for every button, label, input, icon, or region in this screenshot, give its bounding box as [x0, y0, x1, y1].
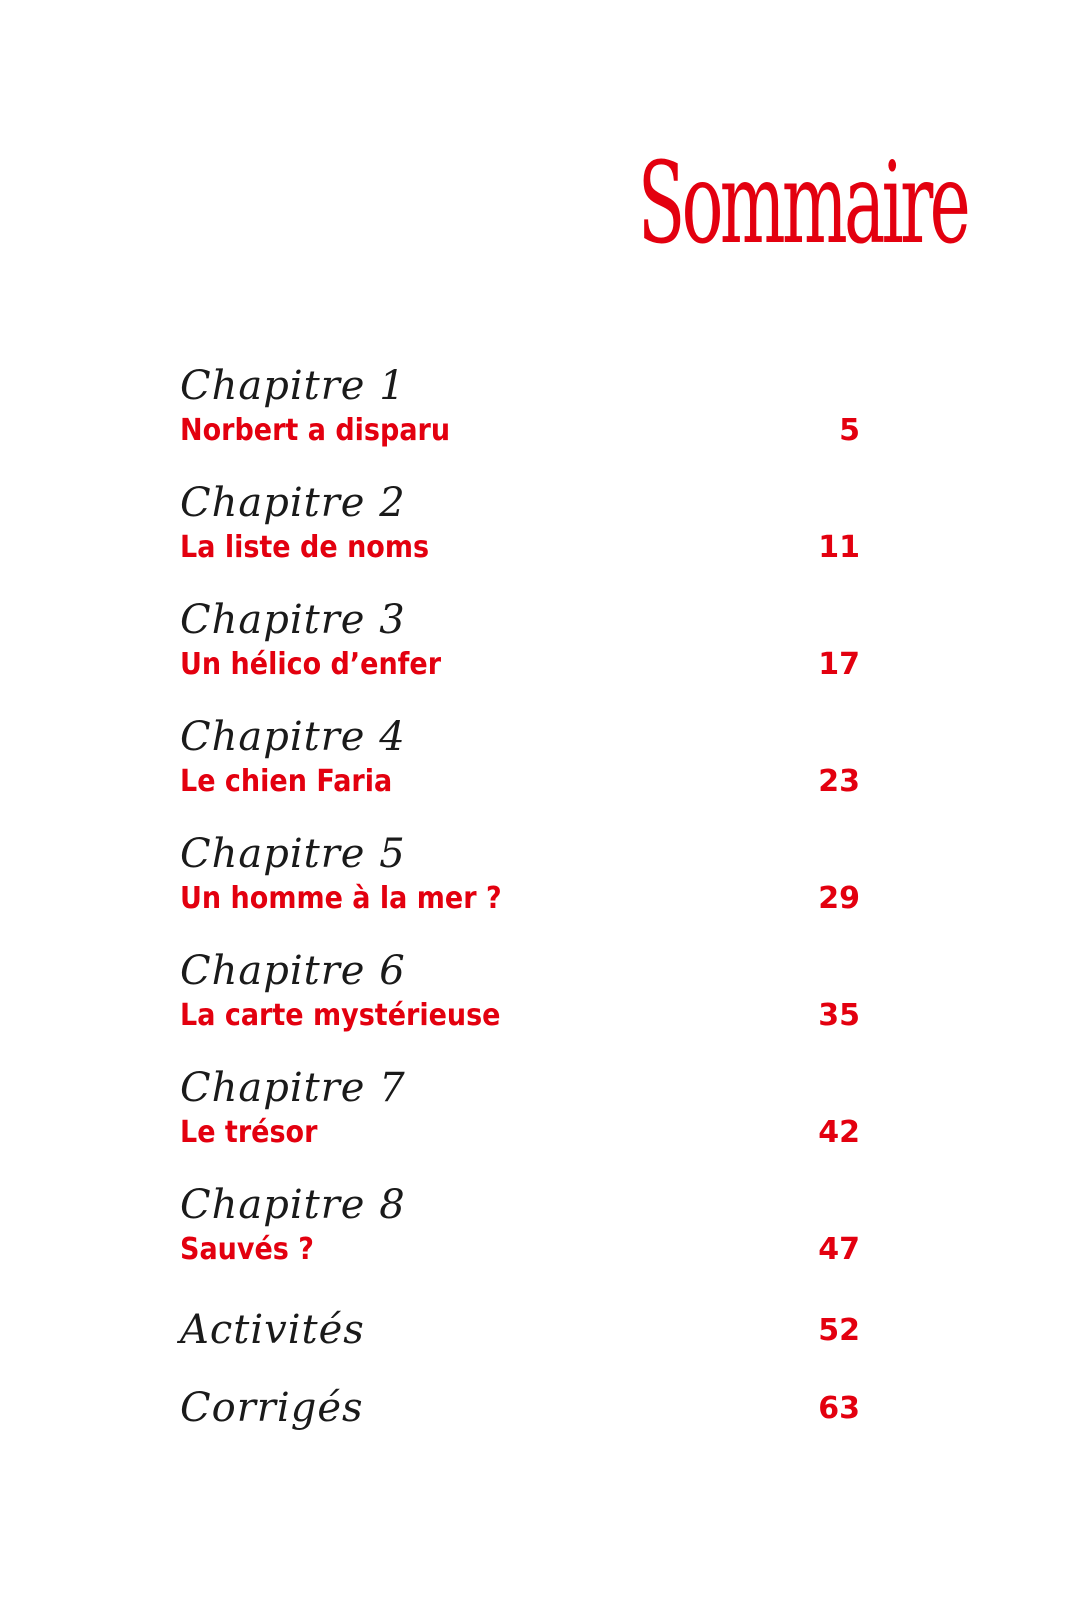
chapter-label: Chapitre 8: [180, 1182, 406, 1228]
page-number: 5: [839, 413, 860, 448]
chapter-label: Chapitre 1: [180, 363, 406, 409]
chapter-label: Chapitre 5: [180, 831, 406, 877]
chapter-title: Le trésor: [180, 1115, 318, 1150]
chapter-title: Un hélico d’enfer: [180, 647, 442, 682]
chapter-title: Norbert a disparu: [180, 413, 451, 448]
toc-list: [180, 0, 860, 1605]
chapter-label: Chapitre 7: [180, 1065, 406, 1111]
page-number: 23: [818, 764, 860, 799]
page-number: 11: [818, 530, 860, 565]
page-number: 52: [818, 1313, 860, 1348]
chapter-title: La carte mystérieuse: [180, 998, 501, 1033]
chapter-label: Chapitre 6: [180, 948, 406, 994]
chapter-label: Chapitre 2: [180, 480, 406, 526]
page-number: 17: [818, 647, 860, 682]
page-number: 63: [818, 1391, 860, 1426]
page-number: 47: [818, 1232, 860, 1267]
chapter-label: Chapitre 3: [180, 597, 406, 643]
chapter-title: Le chien Faria: [180, 764, 393, 799]
chapter-title: Un homme à la mer ?: [180, 881, 502, 916]
chapter-label: Chapitre 4: [180, 714, 406, 760]
section-label: Corrigés: [180, 1385, 364, 1431]
page-number: 42: [818, 1115, 860, 1150]
page-title: Sommaire: [637, 139, 967, 269]
section-label: Activités: [180, 1307, 365, 1353]
chapter-title: La liste de noms: [180, 530, 430, 565]
chapter-title: Sauvés ?: [180, 1232, 314, 1267]
page-number: 29: [818, 881, 860, 916]
page-number: 35: [818, 998, 860, 1033]
